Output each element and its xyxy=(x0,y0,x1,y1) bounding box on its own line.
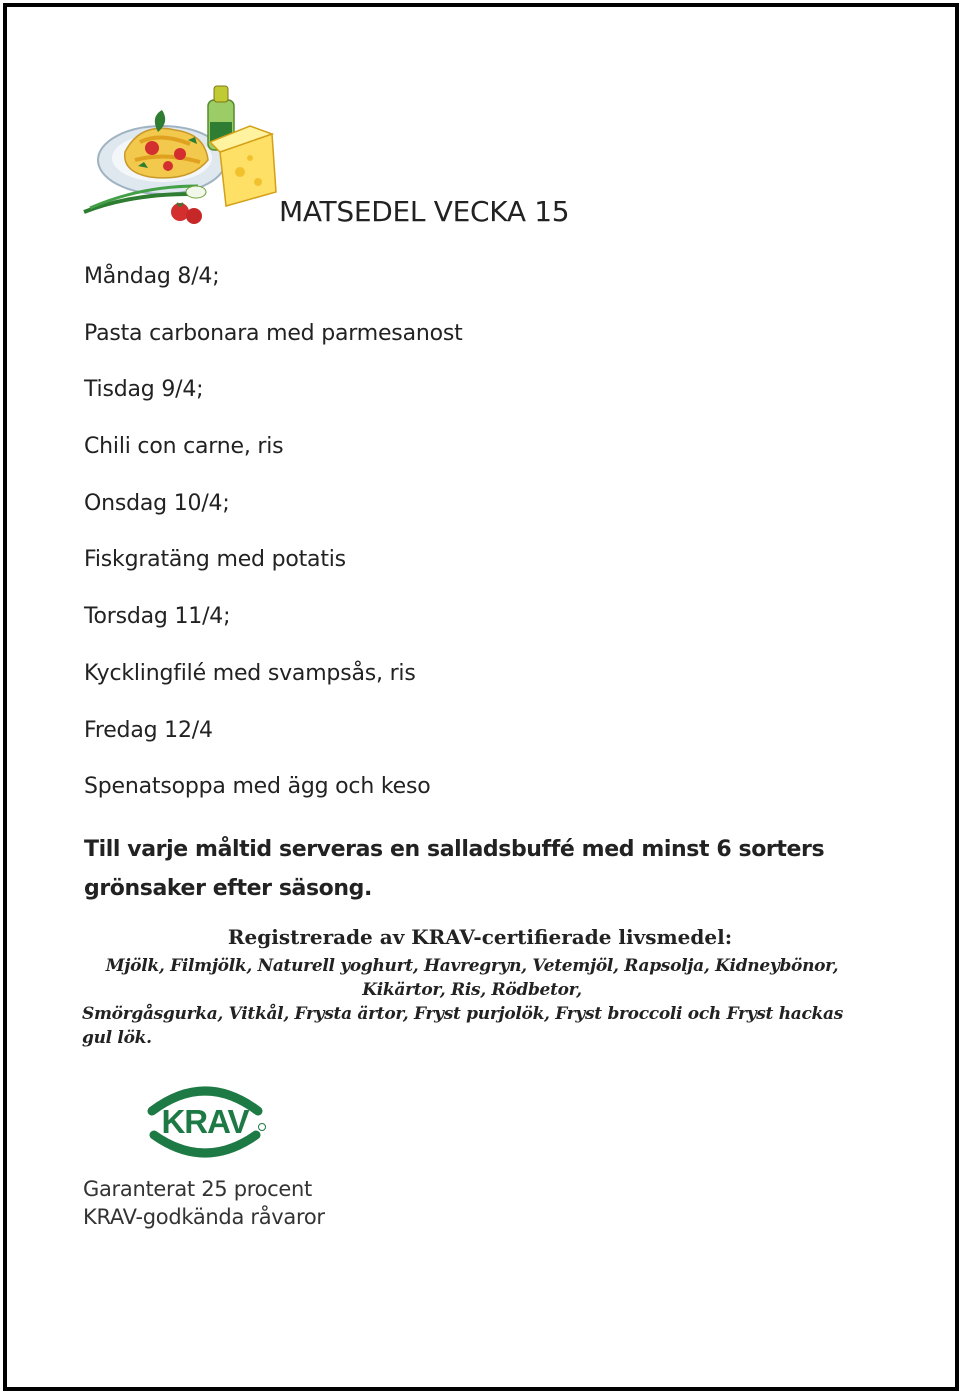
menu-day-tuesday: Tisdag 9/4; xyxy=(84,377,204,403)
food-plate-icon xyxy=(80,82,280,230)
menu-day-monday: Måndag 8/4; xyxy=(84,264,220,289)
krav-list-line-3: Smörgåsgurka, Vitkål, Frysta ärtor, Fryst purjolök, Fryst broccoli och Fryst hackas gul lök. xyxy=(82,1004,844,1048)
krav-logo-text: KRAV xyxy=(161,1103,249,1140)
menu-dish-wednesday: Fiskgratäng med potatis xyxy=(84,547,346,573)
menu-dish-monday: Pasta carbonara med parmesanost xyxy=(84,320,463,346)
krav-caption xyxy=(83,1175,325,1231)
krav-heading: Registrerade av KRAV-certifierade livsmedel: xyxy=(227,925,733,949)
menu-day-thursday: Torsdag 11/4; xyxy=(84,604,231,630)
menu-dish-tuesday: Chili con carne, ris xyxy=(84,434,284,460)
menu-day-friday: Fredag 12/4 xyxy=(84,717,213,743)
krav-list-line-2: Kikärtor, Ris, Rödbetor, xyxy=(362,980,582,1000)
krav-caption-line-2: KRAV-godkända råvaror xyxy=(83,1205,325,1229)
krav-product-list xyxy=(82,954,862,1050)
krav-caption-line-1: Garanterat 25 procent xyxy=(83,1177,312,1201)
salad-buffet-note: Till varje måltid serveras en salladsbuffé med minst 6 sorters grönsaker efter säsong. xyxy=(84,837,825,901)
menu-dish-thursday: Kycklingfilé med svampsås, ris xyxy=(84,660,416,686)
krav-list-line-1: Mjölk, Filmjölk, Naturell yoghurt, Havregryn, Vetemjöl, Rapsolja, Kidneybönor, xyxy=(105,956,839,976)
menu-dish-friday: Spenatsoppa med ägg och keso xyxy=(84,774,431,800)
krav-logo-icon xyxy=(140,1075,270,1165)
menu-day-wednesday: Onsdag 10/4; xyxy=(84,490,230,516)
weekly-menu xyxy=(84,262,884,829)
page-title: MATSEDEL VECKA 15 xyxy=(279,195,570,228)
